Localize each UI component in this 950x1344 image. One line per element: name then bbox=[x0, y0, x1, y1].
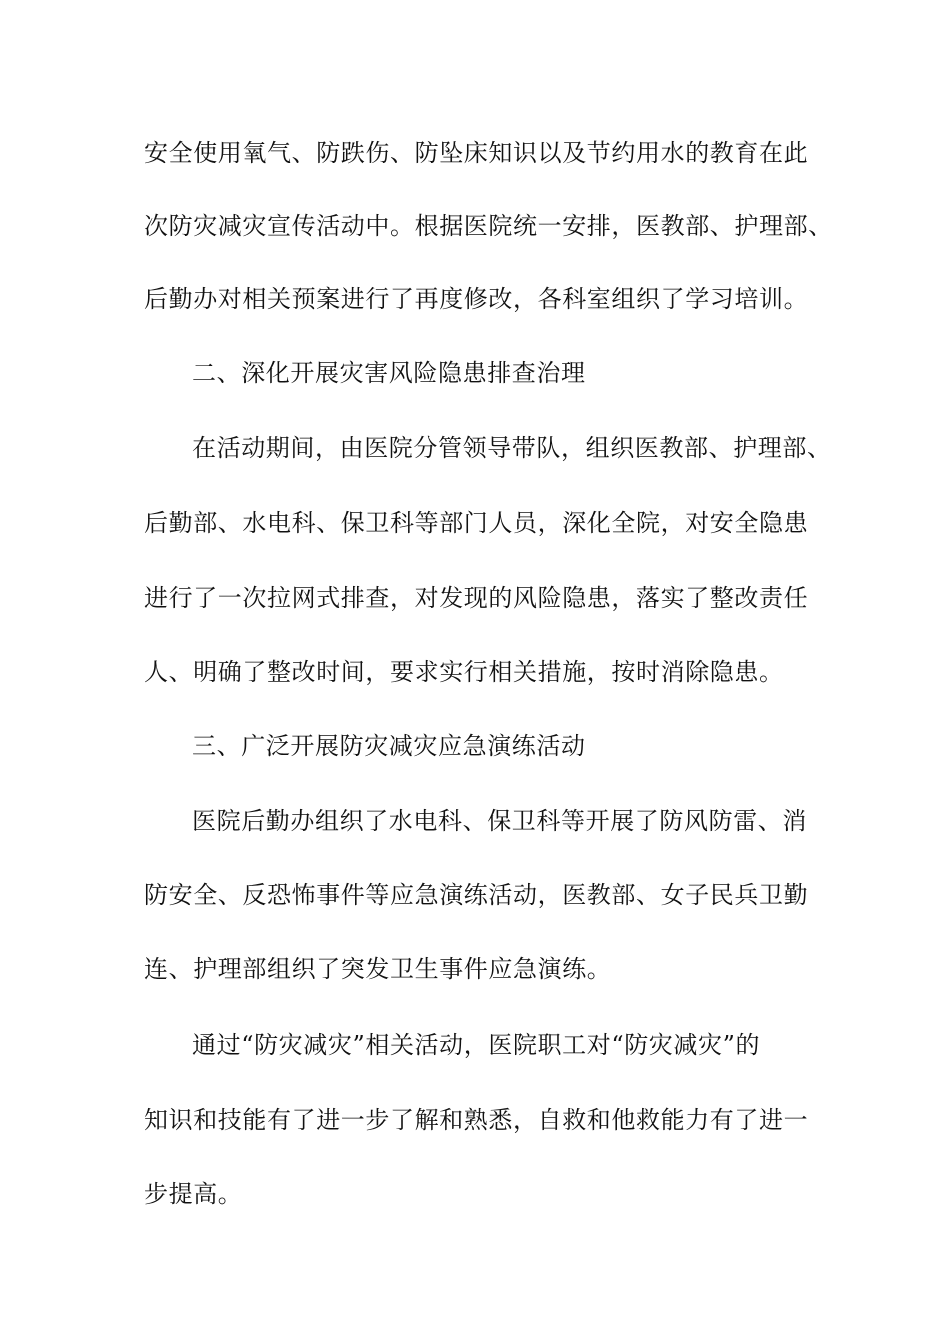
text-line: 次防灾减灾宣传活动中。根据医院统一安排，医教部、护理部、 bbox=[144, 212, 833, 240]
text-line: 知识和技能有了进一步了解和熟悉，自救和他救能力有了进一 bbox=[144, 1106, 809, 1134]
text-line: 安全使用氧气、防跌伤、防坠床知识以及节约用水的教育在此 bbox=[144, 139, 809, 167]
section-heading: 三、广泛开展防灾减灾应急演练活动 bbox=[192, 732, 586, 760]
text-line: 通过“防灾减灾”相关活动，医院职工对“防灾减灾”的 bbox=[192, 1031, 761, 1059]
text-line: 连、护理部组织了突发卫生事件应急演练。 bbox=[144, 955, 612, 983]
text-line: 人、明确了整改时间，要求实行相关措施，按时消除隐患。 bbox=[144, 658, 784, 686]
text-line: 后勤部、水电科、保卫科等部门人员，深化全院，对安全隐患 bbox=[144, 509, 809, 537]
text-line: 医院后勤办组织了水电科、保卫科等开展了防风防雷、消 bbox=[192, 807, 807, 835]
text-line: 进行了一次拉网式排查，对发现的风险隐患，落实了整改责任 bbox=[144, 584, 809, 612]
text-line: 步提高。 bbox=[144, 1180, 243, 1208]
text-line: 后勤办对相关预案进行了再度修改，各科室组织了学习培训。 bbox=[144, 285, 809, 313]
text-line: 防安全、反恐怖事件等应急演练活动，医教部、女子民兵卫勤 bbox=[144, 881, 809, 909]
section-heading: 二、深化开展灾害风险隐患排查治理 bbox=[192, 359, 586, 387]
text-line: 在活动期间，由医院分管领导带队，组织医教部、护理部、 bbox=[192, 434, 832, 462]
